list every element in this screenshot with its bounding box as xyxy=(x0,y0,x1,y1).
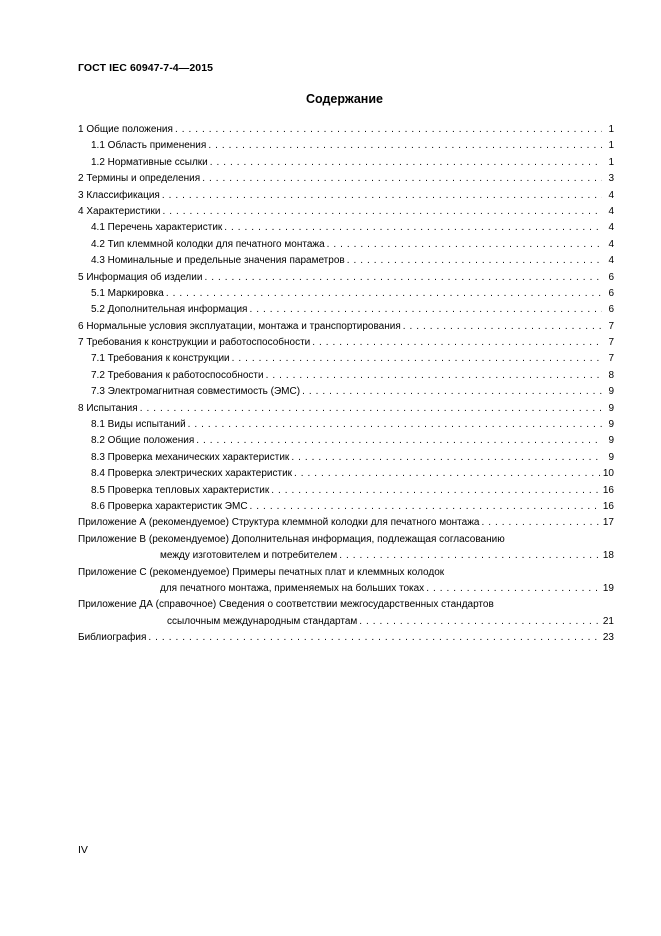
dot-leader xyxy=(175,122,602,138)
dot-leader xyxy=(249,302,602,318)
page-title: Содержание xyxy=(305,92,383,106)
toc-entry-title: 8.1 Виды испытаний xyxy=(91,419,186,431)
toc-entry-page: 21 xyxy=(602,615,614,627)
toc-entry-page: 9 xyxy=(608,435,614,447)
dot-leader xyxy=(224,220,602,236)
dot-leader xyxy=(359,614,601,630)
toc-entry-page: 1 xyxy=(608,124,614,135)
toc-entry[interactable] xyxy=(78,466,614,482)
toc-entry[interactable] xyxy=(78,433,614,449)
toc-entry-title: 1.2 Нормативные ссылки xyxy=(91,156,208,168)
dot-leader xyxy=(271,483,601,499)
toc-entry-page: 17 xyxy=(602,517,614,529)
appendix-title-continuation: ссылочным международным стандартам xyxy=(167,615,358,627)
toc-entry[interactable] xyxy=(78,384,614,400)
toc-entry-page: 16 xyxy=(602,500,614,512)
dot-leader xyxy=(302,384,602,400)
toc-entry-page: 16 xyxy=(602,484,614,496)
toc-entry[interactable] xyxy=(78,302,614,318)
toc-appendix-entry[interactable] xyxy=(78,565,614,598)
toc-entry[interactable] xyxy=(78,188,614,204)
toc-entry-page: 9 xyxy=(608,386,614,398)
dot-leader xyxy=(188,417,602,433)
toc-entry[interactable] xyxy=(78,335,614,351)
appendix-continuation-line xyxy=(78,548,614,564)
dot-leader xyxy=(481,515,600,531)
toc-entry-title: Библиография xyxy=(78,632,147,644)
document-code-header: ГОСТ IEC 60947-7-4—2015 xyxy=(78,62,214,74)
dot-leader xyxy=(327,237,602,253)
toc-bibliography-entry[interactable] xyxy=(78,630,614,646)
toc-entry-title: 8.4 Проверка электрических характеристик xyxy=(91,468,293,480)
toc-appendix-entry[interactable] xyxy=(78,532,614,565)
toc-entry-page: 7 xyxy=(608,353,614,365)
toc-entry-title: 5 Информация об изделии xyxy=(78,271,203,283)
toc-entry[interactable] xyxy=(78,351,614,367)
toc-entry[interactable] xyxy=(78,450,614,466)
dot-leader xyxy=(250,499,601,515)
toc-entry[interactable] xyxy=(78,417,614,433)
toc-entry-title: 8.6 Проверка характеристик ЭМС xyxy=(91,500,248,512)
dot-leader xyxy=(162,188,602,204)
toc-entry-page: 1 xyxy=(608,140,614,152)
table-of-contents xyxy=(78,122,614,647)
dot-leader xyxy=(426,581,601,597)
toc-entry-page: 4 xyxy=(608,222,614,234)
toc-entry-title: 1 Общие положения xyxy=(78,124,173,135)
appendix-title-line: Приложение В (рекомендуемое) Дополнительная информация, подлежащая согласованию xyxy=(78,533,505,545)
page-number: IV xyxy=(78,844,88,856)
toc-entry-page: 10 xyxy=(602,468,614,480)
dot-leader xyxy=(294,466,601,482)
toc-entry-page: 4 xyxy=(608,238,614,250)
toc-entry-title: 8.5 Проверка тепловых характеристик xyxy=(91,484,270,496)
dot-leader xyxy=(210,155,602,171)
toc-entry-title: 4.3 Номинальные и предельные значения параметров xyxy=(91,255,345,267)
toc-entry[interactable] xyxy=(78,401,614,417)
toc-entry[interactable] xyxy=(78,368,614,384)
toc-entry[interactable] xyxy=(78,515,614,531)
dot-leader xyxy=(232,351,602,367)
toc-entry-title: 4.1 Перечень характеристик xyxy=(91,222,223,234)
appendix-title-line: Приложение С (рекомендуемое) Примеры печатных плат и клеммных колодок xyxy=(78,566,445,578)
toc-entry[interactable] xyxy=(78,483,614,499)
toc-entry-page: 7 xyxy=(608,320,614,332)
toc-entry[interactable] xyxy=(78,155,614,171)
toc-entry-page: 9 xyxy=(608,451,614,463)
toc-entry-page: 9 xyxy=(608,419,614,431)
dot-leader xyxy=(166,286,602,302)
dot-leader xyxy=(196,433,602,449)
toc-entry-page: 23 xyxy=(602,632,614,644)
dot-leader xyxy=(148,630,600,646)
dot-leader xyxy=(403,319,602,335)
dot-leader xyxy=(339,548,601,564)
appendix-continuation-line xyxy=(78,581,614,597)
toc-entry-title: 4.2 Тип клеммной колодки для печатного монтажа xyxy=(91,238,325,250)
toc-entry-page: 6 xyxy=(608,304,614,316)
toc-entry-page: 6 xyxy=(608,271,614,283)
toc-entry[interactable] xyxy=(78,286,614,302)
toc-entry-page: 3 xyxy=(608,173,614,185)
toc-entry-title: 8.3 Проверка механических характеристик xyxy=(91,451,290,463)
dot-leader xyxy=(163,204,603,220)
toc-entry[interactable] xyxy=(78,499,614,515)
toc-entry-title: 7.1 Требования к конструкции xyxy=(91,353,230,365)
toc-entry-title: 7 Требования к конструкции и работоспособности xyxy=(78,337,311,349)
toc-entry-title: 8.2 Общие положения xyxy=(91,435,195,447)
dot-leader xyxy=(312,335,602,351)
toc-entry-title: 5.1 Маркировка xyxy=(91,287,164,299)
toc-entry-title: 7.2 Требования к работоспособности xyxy=(91,369,264,381)
toc-entry-page: 18 xyxy=(602,550,614,562)
toc-entry[interactable] xyxy=(78,220,614,236)
dot-leader xyxy=(208,138,602,154)
dot-leader xyxy=(140,401,602,417)
toc-entry-page: 7 xyxy=(608,337,614,349)
toc-entry-page: 9 xyxy=(608,402,614,414)
dot-leader xyxy=(347,253,602,269)
toc-entry[interactable] xyxy=(78,319,614,335)
toc-entry[interactable] xyxy=(78,204,614,220)
appendix-title-continuation: для печатного монтажа, применяемых на больших токах xyxy=(160,582,425,594)
toc-entry-title: Приложение А (рекомендуемое) Структура клеммной колодки для печатного монтажа xyxy=(78,517,480,529)
toc-entry[interactable] xyxy=(78,138,614,154)
appendix-title-line: Приложение ДА (справочное) Сведения о соответствии межгосударственных стандартов xyxy=(78,599,494,611)
toc-entry-title: 2 Термины и определения xyxy=(78,173,201,185)
toc-entry-page: 4 xyxy=(608,255,614,267)
toc-entry[interactable] xyxy=(78,122,614,138)
toc-entry-title: 5.2 Дополнительная информация xyxy=(91,304,248,316)
toc-entry-page: 6 xyxy=(608,287,614,299)
toc-entry-title: 8 Испытания xyxy=(78,402,138,414)
dot-leader xyxy=(202,171,602,187)
toc-entry[interactable] xyxy=(78,237,614,253)
toc-entry-page: 19 xyxy=(602,582,614,594)
appendix-continuation-line xyxy=(78,614,614,630)
toc-entry[interactable] xyxy=(78,171,614,187)
dot-leader xyxy=(266,368,602,384)
toc-entry-title: 7.3 Электромагнитная совместимость (ЭМС) xyxy=(91,386,301,398)
toc-entry-page: 8 xyxy=(608,369,614,381)
toc-entry-title: 1.1 Область применения xyxy=(91,140,207,152)
toc-entry-page: 4 xyxy=(608,189,614,201)
toc-entry-title: 6 Нормальные условия эксплуатации, монтажа и транспортирования xyxy=(78,320,401,332)
toc-entry[interactable] xyxy=(78,270,614,286)
toc-appendix-entry[interactable] xyxy=(78,597,614,630)
toc-entry-title: 4 Характеристики xyxy=(78,205,161,217)
appendix-title-continuation: между изготовителем и потребителем xyxy=(160,550,338,562)
toc-entry-page: 1 xyxy=(608,156,614,168)
dot-leader xyxy=(291,450,602,466)
toc-entry-title: 3 Классификация xyxy=(78,189,160,201)
toc-entry-page: 4 xyxy=(608,205,614,217)
dot-leader xyxy=(204,270,602,286)
toc-entry[interactable] xyxy=(78,253,614,269)
